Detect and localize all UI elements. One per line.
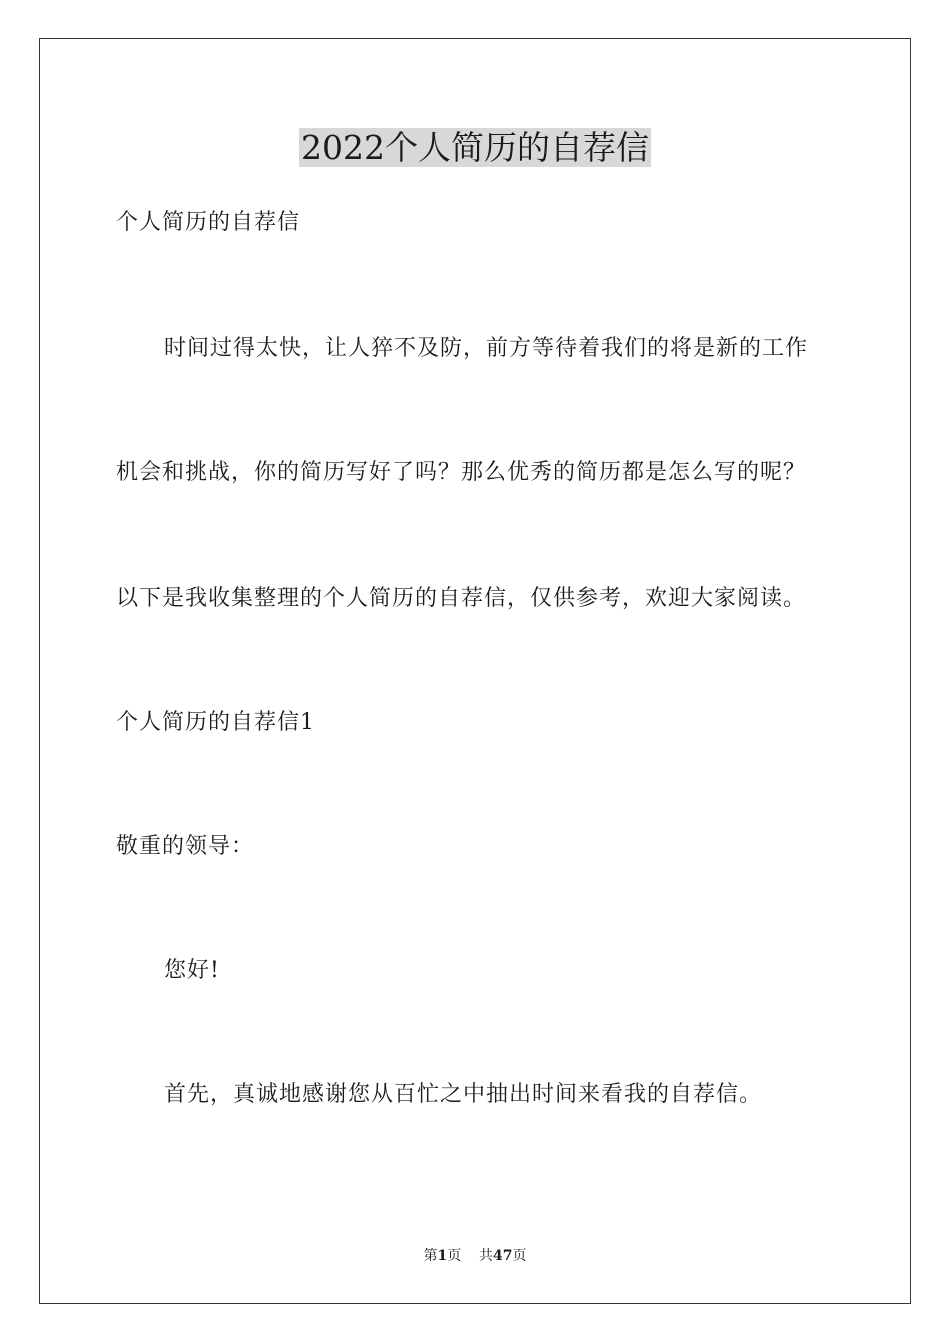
subtitle-line: 个人简历的自荐信 [116, 210, 301, 235]
total-pages: 47 [493, 1248, 513, 1264]
document-title-text: 2022个人简历的自荐信 [301, 128, 649, 167]
paragraph-line: 机会和挑战，你的简历写好了吗？那么优秀的简历都是怎么写的呢？ [116, 460, 807, 485]
greeting: 您好! [164, 958, 220, 983]
paragraph-line: 以下是我收集整理的个人简历的自荐信，仅供参考，欢迎大家阅读。 [116, 586, 807, 611]
document-title [0, 128, 950, 168]
total-prefix: 共 [479, 1248, 494, 1264]
salutation: 敬重的领导： [116, 834, 255, 859]
total-suffix: 页 [512, 1248, 527, 1264]
paragraph-line: 首先，真诚地感谢您从百忙之中抽出时间来看我的自荐信。 [164, 1082, 763, 1107]
paragraph-line: 时间过得太快，让人猝不及防，前方等待着我们的将是新的工作 [164, 336, 809, 361]
page-prefix: 第 [423, 1248, 438, 1264]
page-footer [0, 1246, 950, 1266]
section-heading: 个人简历的自荐信1 [116, 710, 315, 735]
page-number: 1 [437, 1248, 448, 1264]
page-suffix: 页 [447, 1248, 462, 1264]
